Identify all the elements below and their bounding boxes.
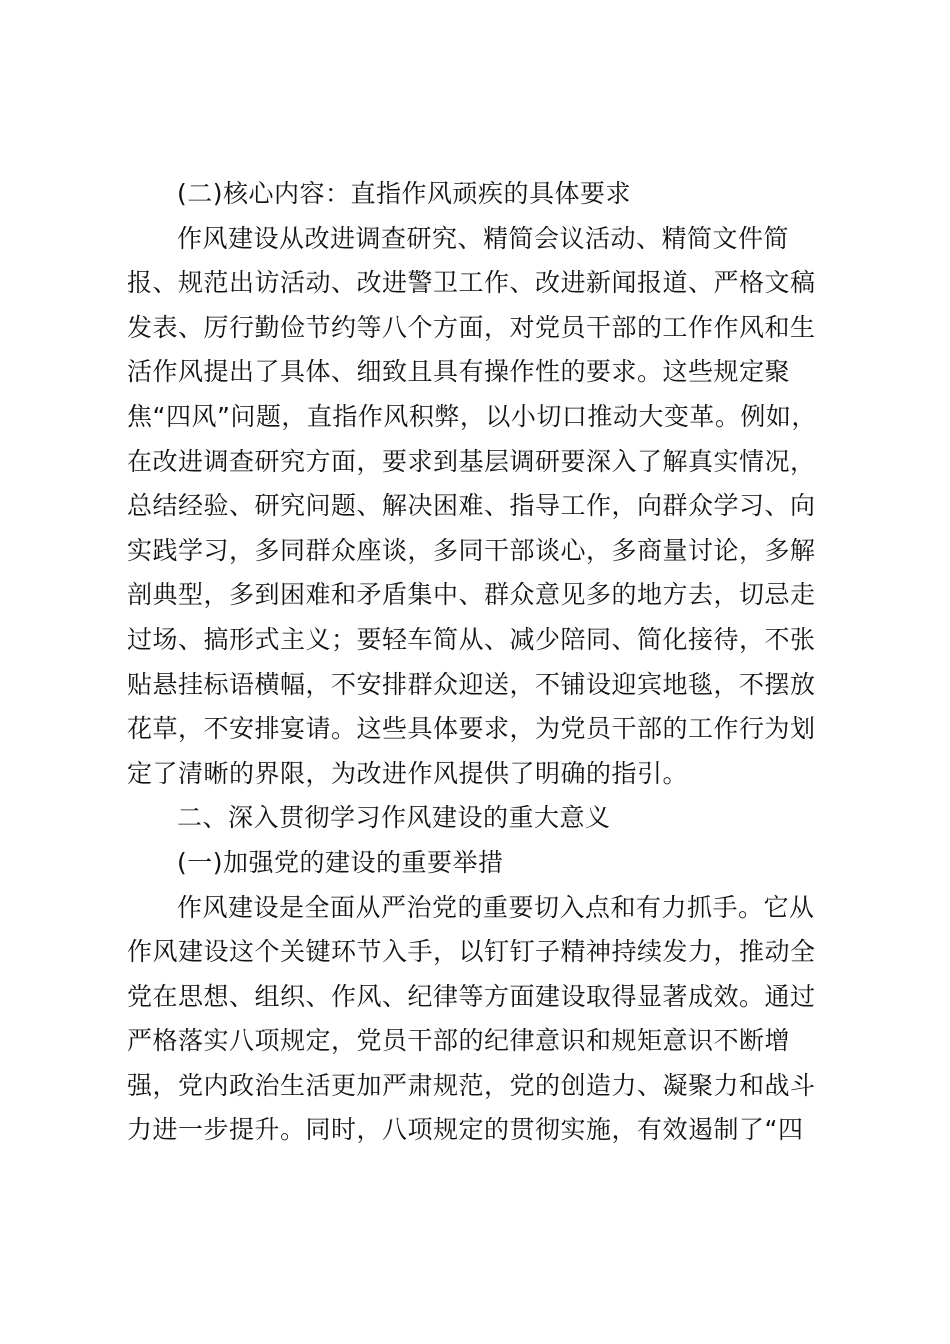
paragraph-line: 严格落实八项规定，党员干部的纪律意识和规矩意识不断增 [127, 1026, 791, 1056]
paragraph-line: 党在思想、组织、作风、纪律等方面建设取得显著成效。通过 [127, 981, 816, 1011]
paragraph-line: 焦“四风”问题，直指作风积弊，以小切口推动大变革。例如， [127, 401, 817, 431]
paragraph-line: 贴悬挂标语横幅，不安排群众迎送，不铺设迎宾地毯，不摆放 [127, 669, 816, 699]
document-body [127, 172, 819, 1153]
paragraph-line: 作风建设从改进调查研究、精简会议活动、精简文件简 [177, 223, 790, 253]
paragraph-line: 发表、厉行勤俭节约等八个方面，对党员干部的工作作风和生 [127, 312, 816, 342]
paragraph-line: 过场、搞形式主义；要轻车简从、减少陪同、简化接待，不张 [127, 624, 816, 654]
paragraph-line: 在改进调查研究方面，要求到基层调研要深入了解真实情况， [127, 446, 816, 476]
paragraph-line: 力进一步提升。同时，八项规定的贯彻实施，有效遏制了“四 [127, 1115, 804, 1145]
paragraph-line: 总结经验、研究问题、解决困难、指导工作，向群众学习、向 [127, 491, 816, 521]
paragraph-line: 报、规范出访活动、改进警卫工作、改进新闻报道、严格文稿 [127, 268, 816, 298]
paragraph-line: 实践学习，多同群众座谈，多同干部谈心，多商量讨论，多解 [127, 535, 816, 565]
paragraph-line: 作风建设这个关键环节入手，以钉钉子精神持续发力，推动全 [127, 937, 816, 967]
subsection-heading-party-building: (一)加强党的建设的重要举措 [177, 847, 504, 877]
paragraph-line: 剖典型，多到困难和矛盾集中、群众意见多的地方去，切忌走 [127, 580, 816, 610]
paragraph-line: 强，党内政治生活更加严肃规范，党的创造力、凝聚力和战斗 [127, 1070, 816, 1100]
section-heading-core-content: (二)核心内容：直指作风顽疾的具体要求 [177, 179, 632, 208]
paragraph-line: 定了清晰的界限，为改进作风提供了明确的指引。 [127, 758, 689, 788]
paragraph-line: 作风建设是全面从严治党的重要切入点和有力抓手。它从 [177, 892, 815, 922]
paragraph-line: 活作风提出了具体、细致且具有操作性的要求。这些规定聚 [127, 357, 791, 387]
paragraph-line: 花草，不安排宴请。这些具体要求，为党员干部的工作行为划 [127, 714, 816, 744]
section-heading-significance: 二、深入贯彻学习作风建设的重大意义 [177, 803, 611, 833]
